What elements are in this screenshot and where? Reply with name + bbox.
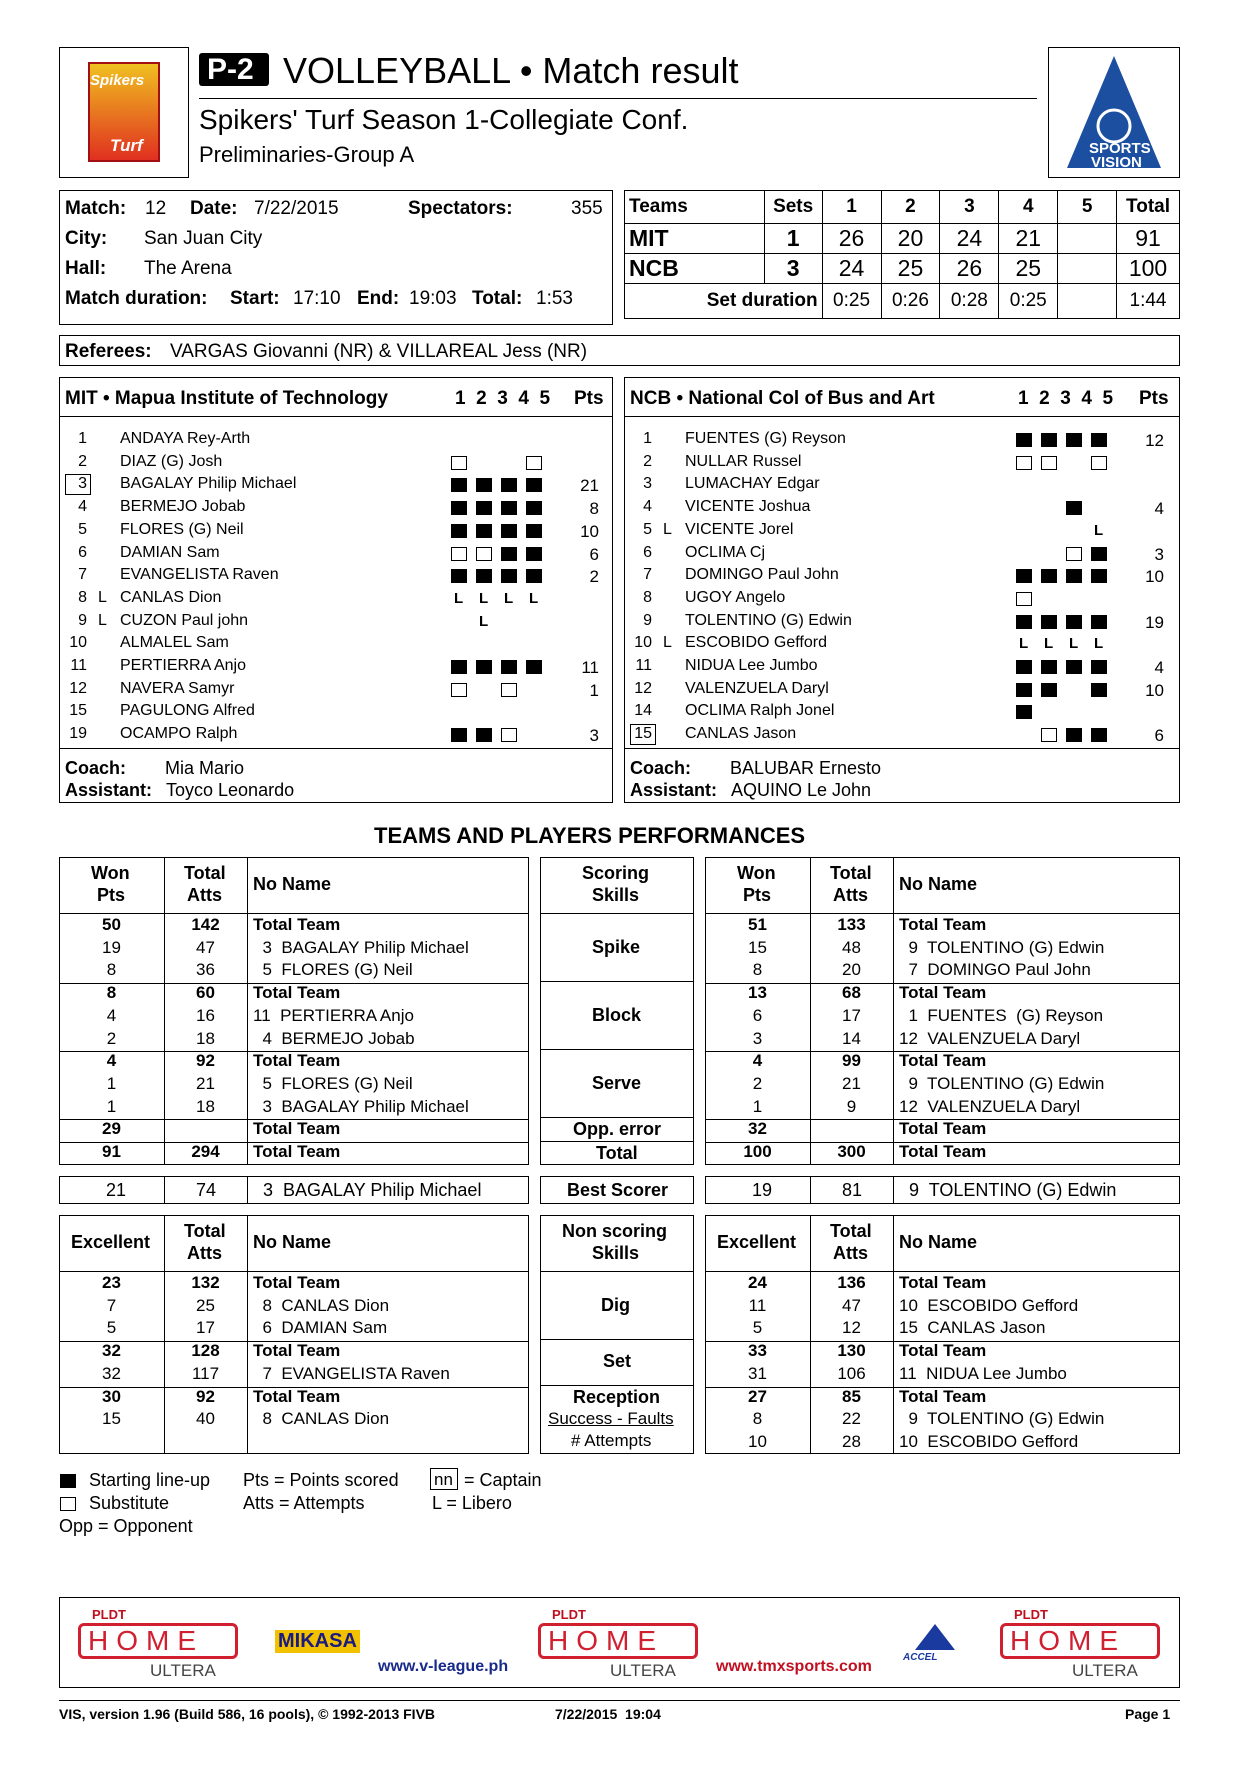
player-label: Total Team — [253, 1142, 341, 1161]
player-label: 6 DAMIAN Sam — [253, 1318, 388, 1338]
starting-lineup-marker — [501, 569, 517, 583]
score-table: Teams Sets 1 2 3 4 5 Total MIT 1 26 20 24 21 91 NCB 3 24 25 26 25 100 Set duration 0:25 0:26 0:28 0:25 1:44 — [624, 190, 1180, 319]
skill-serve: Serve — [592, 1073, 642, 1093]
libero-set-marker: L — [529, 589, 539, 607]
player-points: 4 — [1154, 499, 1164, 519]
phase-label: Preliminaries-Group A — [199, 142, 415, 167]
won-value: 91 — [102, 1142, 121, 1161]
starting-lineup-marker — [476, 478, 492, 492]
player-label: Total Team — [899, 1051, 987, 1071]
attempts-value: 92 — [196, 1386, 215, 1406]
skill-reception: Reception — [573, 1387, 661, 1407]
player-number: 15 — [69, 702, 87, 720]
starting-lineup-marker — [1041, 615, 1057, 629]
player-name: ESCOBIDO Gefford — [685, 634, 827, 652]
attempts-value: 136 — [837, 1273, 866, 1292]
player-label: 12 VALENZUELA Daryl — [899, 1096, 1081, 1116]
player-number: 7 — [78, 566, 87, 584]
player-points: 10 — [580, 521, 599, 541]
player-number: 1 — [78, 430, 87, 447]
player-name: VICENTE Joshua — [685, 498, 811, 516]
player-name: PAGULONG Alfred — [120, 702, 255, 720]
attempts-value: 68 — [842, 983, 861, 1003]
substitute-marker — [526, 456, 542, 470]
won-value: 32 — [102, 1341, 121, 1361]
start-time: 17:10 — [293, 288, 341, 309]
player-number: 7 — [643, 566, 652, 584]
starting-lineup-marker — [1066, 569, 1082, 583]
player-number: 15 — [634, 725, 652, 743]
team-b-assistant: AQUINO Le John — [731, 780, 872, 800]
player-label: 11 PERTIERRA Anjo — [253, 1005, 414, 1025]
attempts-value: 21 — [842, 1073, 861, 1093]
starting-lineup-marker — [1016, 433, 1032, 447]
player-label: Total Team — [253, 1051, 341, 1071]
team-a-assistant: Toyco Leonardo — [166, 780, 295, 800]
attempts-value: 142 — [191, 915, 220, 934]
player-points: 11 — [581, 658, 599, 677]
won-value: 15 — [748, 937, 767, 957]
right-logo: SPORTS VISION — [1048, 47, 1180, 178]
starting-lineup-marker — [476, 660, 492, 674]
player-number: 2 — [78, 452, 87, 470]
attempts-value: 132 — [191, 1273, 220, 1292]
starting-lineup-marker — [501, 547, 517, 561]
player-name: EVANGELISTA Raven — [120, 566, 279, 584]
pldt-home-logo: PLDT HOME ULTERA — [78, 1607, 238, 1679]
player-points: 12 — [1145, 431, 1164, 450]
player-label: 3 BAGALAY Philip Michael — [253, 937, 469, 957]
player-label: 9 TOLENTINO (G) Edwin — [899, 1073, 1105, 1093]
player-name: NAVERA Samyr — [120, 679, 235, 697]
won-value: 4 — [752, 1051, 763, 1071]
captain-box — [65, 474, 91, 495]
logo-text-spikers: Spikers — [90, 72, 145, 89]
won-value: 1 — [106, 1073, 117, 1093]
starting-lineup-marker — [451, 524, 467, 538]
player-name: DAMIAN Sam — [120, 543, 220, 561]
player-number: 3 — [643, 475, 652, 493]
player-label: Total Team — [899, 1142, 987, 1161]
player-points: 6 — [589, 544, 599, 564]
player-name: BERMEJO Jobab — [120, 498, 246, 516]
attempts-value: 17 — [842, 1005, 861, 1025]
score-row-mit: MIT 1 26 20 24 21 91 — [625, 224, 1180, 254]
won-value: 4 — [106, 1051, 117, 1071]
starting-lineup-marker — [1016, 660, 1032, 674]
attempts-value: 22 — [842, 1409, 861, 1429]
player-points: 8 — [589, 499, 599, 519]
player-label: 9 TOLENTINO (G) Edwin — [899, 937, 1105, 957]
skill-total: Total — [596, 1143, 638, 1163]
player-name: UGOY Angelo — [685, 588, 786, 606]
starting-lineup-marker — [501, 524, 517, 538]
player-points: 3 — [589, 726, 599, 746]
starting-lineup-marker — [451, 478, 467, 492]
player-points: 10 — [1145, 567, 1164, 587]
player-number: 12 — [69, 679, 87, 697]
player-points: 21 — [580, 476, 599, 496]
attempts-value: 60 — [196, 983, 215, 1003]
mikasa-logo: MIKASA — [275, 1630, 360, 1653]
player-number: 4 — [78, 498, 87, 516]
attempts-value: 21 — [196, 1073, 215, 1093]
player-label: 9 TOLENTINO (G) Edwin — [899, 1409, 1105, 1429]
starting-lineup-marker — [451, 569, 467, 583]
player-label: 8 CANLAS Dion — [253, 1295, 390, 1315]
player-label: Total Team — [899, 983, 987, 1003]
substitute-marker — [451, 456, 467, 470]
player-points: 4 — [1154, 658, 1164, 677]
starting-lineup-marker — [1066, 615, 1082, 629]
player-name: BAGALAY Philip Michael — [120, 475, 297, 493]
starting-lineup-marker — [1016, 569, 1032, 583]
player-label: 15 CANLAS Jason — [899, 1318, 1046, 1338]
won-value: 1 — [106, 1096, 117, 1116]
attempts-value: 294 — [191, 1142, 220, 1161]
spectators: 355 — [571, 198, 603, 219]
libero-set-marker: L — [1019, 635, 1029, 653]
won-value: 100 — [743, 1142, 772, 1161]
end-time: 19:03 — [409, 288, 457, 309]
libero-marker: L — [663, 520, 672, 538]
attempts-value: 47 — [842, 1295, 861, 1315]
starting-lineup-marker — [1066, 501, 1082, 515]
won-value: 10 — [748, 1431, 767, 1451]
attempts-value: 17 — [196, 1318, 215, 1338]
starting-lineup-marker — [1066, 728, 1082, 742]
starting-lineup-marker — [1066, 433, 1082, 447]
won-value: 24 — [748, 1273, 767, 1292]
player-number: 3 — [78, 475, 87, 493]
attempts-value: 40 — [196, 1409, 215, 1429]
won-value: 51 — [748, 915, 767, 934]
attempts-value: 128 — [191, 1341, 220, 1361]
player-number: 8 — [78, 588, 87, 606]
won-value: 6 — [752, 1005, 763, 1025]
starting-lineup-marker — [451, 501, 467, 515]
won-value: 13 — [748, 983, 767, 1003]
player-label: 10 ESCOBIDO Gefford — [899, 1431, 1079, 1451]
player-name: CUZON Paul john — [120, 611, 249, 629]
player-number: 12 — [634, 679, 652, 697]
won-value: 19 — [102, 937, 121, 957]
player-number: 10 — [69, 634, 87, 652]
player-name: OCLIMA Cj — [685, 543, 766, 561]
player-label: Total Team — [899, 1386, 987, 1406]
libero-set-marker: L — [504, 589, 514, 607]
substitute-marker — [1041, 728, 1057, 742]
player-label: 4 BERMEJO Jobab — [253, 1028, 415, 1048]
player-label: 11 NIDUA Lee Jumbo — [899, 1363, 1067, 1383]
attempts-value: 300 — [837, 1142, 866, 1161]
player-points: 3 — [1154, 544, 1164, 564]
player-name: NULLAR Russel — [685, 452, 802, 470]
hall: The Arena — [144, 258, 232, 279]
player-name: OCLIMA Ralph Jonel — [685, 702, 835, 720]
attempts-value: 18 — [196, 1028, 215, 1048]
player-label: Total Team — [253, 915, 341, 934]
starting-lineup-marker — [501, 660, 517, 674]
skill-set: Set — [603, 1351, 632, 1371]
player-points: 10 — [1145, 680, 1164, 700]
substitute-legend-icon — [60, 1497, 76, 1511]
won-value: 1 — [752, 1096, 763, 1116]
substitute-marker — [501, 683, 517, 697]
footer-datetime: 7/22/2015 19:04 — [555, 1706, 661, 1722]
player-label: Total Team — [899, 915, 987, 934]
won-value: 11 — [748, 1295, 767, 1315]
performances-title: TEAMS AND PLAYERS PERFORMANCES — [374, 823, 806, 848]
attempts-value: 18 — [196, 1096, 215, 1116]
player-label: Total Team — [253, 1273, 341, 1292]
won-value: 8 — [752, 1409, 763, 1429]
libero-marker: L — [98, 611, 107, 629]
attempts-value: 106 — [837, 1363, 866, 1383]
starting-lineup-legend-icon — [60, 1474, 76, 1488]
starting-lineup-marker — [451, 728, 467, 742]
won-value: 30 — [102, 1386, 121, 1406]
won-value: 2 — [752, 1073, 763, 1093]
libero-set-marker: L — [479, 589, 489, 607]
won-value: 29 — [102, 1119, 121, 1139]
skill-dig: Dig — [601, 1295, 630, 1315]
attempts-value: 16 — [196, 1005, 215, 1025]
attempts-value: 9 — [846, 1096, 857, 1116]
starting-lineup-marker — [1041, 683, 1057, 697]
player-label: Total Team — [253, 1341, 341, 1361]
player-label: 10 ESCOBIDO Gefford — [899, 1295, 1079, 1315]
player-number: 9 — [643, 611, 652, 629]
player-label: 5 FLORES (G) Neil — [253, 1073, 413, 1093]
team-a-coach: Mia Mario — [165, 758, 245, 778]
won-value: 3 — [752, 1028, 763, 1048]
tmx-link[interactable]: www.tmxsports.com — [716, 1658, 872, 1675]
vleague-link[interactable]: www.v-league.ph — [378, 1658, 509, 1675]
attempts-value: 47 — [196, 937, 215, 957]
starting-lineup-marker — [476, 524, 492, 538]
attempts-value: 28 — [842, 1431, 861, 1451]
footer-version: VIS, version 1.96 (Build 586, 16 pools), © 1992-2013 FIVB — [59, 1706, 436, 1722]
libero-set-marker: L — [1069, 635, 1079, 653]
logo-text-turf: Turf — [110, 136, 143, 155]
footer-page: Page 1 — [1125, 1706, 1171, 1722]
player-number: 6 — [643, 543, 652, 561]
city: San Juan City — [144, 228, 263, 249]
team-a-title: MIT • Mapua Institute of Technology — [65, 388, 388, 409]
player-name: FLORES (G) Neil — [120, 520, 244, 538]
skill-block: Block — [592, 1005, 642, 1025]
player-name: LUMACHAY Edgar — [685, 475, 820, 493]
substitute-marker — [451, 683, 467, 697]
attempts-value: 25 — [196, 1295, 215, 1315]
player-number: 10 — [634, 634, 652, 652]
attempts-value: 92 — [196, 1051, 215, 1071]
player-label: Total Team — [253, 1386, 341, 1406]
player-name: VICENTE Jorel — [685, 520, 794, 538]
won-value: 32 — [748, 1119, 767, 1139]
starting-lineup-marker — [1041, 433, 1057, 447]
libero-marker: L — [663, 634, 672, 652]
won-value: 23 — [102, 1273, 121, 1292]
player-number: 5 — [643, 520, 652, 538]
player-number: 1 — [643, 430, 652, 447]
starting-lineup-marker — [476, 501, 492, 515]
competition-title: Spikers' Turf Season 1-Collegiate Conf. — [199, 104, 689, 135]
skill-spike: Spike — [592, 937, 641, 957]
player-name: TOLENTINO (G) Edwin — [685, 611, 852, 629]
document-badge: P-2 — [199, 53, 269, 86]
attempts-value: 85 — [842, 1386, 861, 1406]
libero-set-marker: L — [479, 612, 489, 630]
captain-box — [630, 724, 656, 745]
attempts-value: 36 — [196, 960, 215, 980]
player-name: VALENZUELA Daryl — [685, 679, 829, 697]
starting-lineup-marker — [451, 660, 467, 674]
attempts-value: 48 — [842, 937, 861, 957]
libero-set-marker: L — [1094, 521, 1104, 539]
attempts-value: 133 — [837, 915, 866, 934]
libero-marker: L — [98, 588, 107, 606]
player-number: 19 — [69, 725, 87, 743]
substitute-marker — [1041, 456, 1057, 470]
won-value: 8 — [752, 960, 763, 980]
player-number: 5 — [78, 520, 87, 538]
player-label: 12 VALENZUELA Daryl — [899, 1028, 1081, 1048]
set-duration-row: Set duration 0:25 0:26 0:28 0:25 1:44 — [625, 284, 1180, 319]
starting-lineup-marker — [1016, 683, 1032, 697]
player-label: Total Team — [253, 983, 341, 1003]
player-name: CANLAS Jason — [685, 725, 797, 743]
attempts-value: 20 — [842, 960, 861, 980]
won-value: 4 — [106, 1005, 117, 1025]
player-points: 1 — [589, 680, 599, 700]
player-number: 2 — [643, 452, 652, 470]
starting-lineup-marker — [1041, 660, 1057, 674]
won-value: 8 — [106, 983, 117, 1003]
player-name: FUENTES (G) Reyson — [685, 430, 846, 447]
player-name: OCAMPO Ralph — [120, 725, 238, 743]
starting-lineup-marker — [1041, 569, 1057, 583]
won-value: 32 — [102, 1363, 121, 1383]
won-value: 15 — [102, 1409, 121, 1429]
player-label: Total Team — [253, 1119, 341, 1139]
player-points: 2 — [589, 567, 599, 587]
page-title: VOLLEYBALL • Match result — [283, 50, 739, 91]
player-number: 4 — [643, 498, 652, 516]
substitute-marker — [476, 547, 492, 561]
player-number: 8 — [643, 588, 652, 606]
starting-lineup-marker — [476, 569, 492, 583]
starting-lineup-marker — [1066, 660, 1082, 674]
won-value: 5 — [752, 1318, 763, 1338]
player-label: 3 BAGALAY Philip Michael — [253, 1096, 469, 1116]
player-number: 6 — [78, 543, 87, 561]
won-value: 8 — [106, 960, 117, 980]
starting-lineup-marker — [1016, 705, 1032, 719]
pldt-home-logo: PLDT HOME ULTERA — [1000, 1607, 1160, 1679]
player-name: DIAZ (G) Josh — [120, 452, 223, 470]
substitute-marker — [1016, 456, 1032, 470]
team-b-title: NCB • National Col of Bus and Art — [630, 388, 935, 409]
player-name: DOMINGO Paul John — [685, 566, 839, 584]
player-name: NIDUA Lee Jumbo — [685, 657, 818, 674]
attempts-value: 14 — [842, 1028, 861, 1048]
player-label: Total Team — [899, 1119, 987, 1139]
player-name: CANLAS Dion — [120, 588, 222, 606]
player-number: 11 — [70, 657, 87, 674]
player-label: 5 FLORES (G) Neil — [253, 960, 413, 980]
won-value: 5 — [106, 1318, 117, 1338]
skill-opp-error: Opp. error — [573, 1119, 662, 1139]
libero-set-marker: L — [1094, 635, 1104, 653]
match-number: 12 — [145, 198, 167, 219]
left-logo — [59, 47, 189, 178]
starting-lineup-marker — [501, 478, 517, 492]
player-label: Total Team — [899, 1341, 987, 1361]
attempts-value: 99 — [842, 1051, 861, 1071]
total-duration: 1:53 — [536, 288, 573, 309]
player-name: ALMALEL Sam — [120, 634, 229, 652]
attempts-value: 117 — [191, 1363, 220, 1383]
score-row-ncb: NCB 3 24 25 26 25 100 — [625, 254, 1180, 284]
won-value: 7 — [106, 1295, 117, 1315]
starting-lineup-marker — [501, 501, 517, 515]
substitute-marker — [1016, 592, 1032, 606]
substitute-marker — [451, 547, 467, 561]
pldt-home-logo: PLDT HOME ULTERA — [538, 1607, 698, 1679]
substitute-marker — [501, 728, 517, 742]
attempts-value: 130 — [837, 1341, 866, 1361]
starting-lineup-marker — [1016, 615, 1032, 629]
player-label: 7 EVANGELISTA Raven — [253, 1363, 450, 1383]
substitute-marker — [1091, 456, 1107, 470]
player-number: 11 — [635, 657, 652, 674]
match-date: 7/22/2015 — [254, 198, 339, 219]
won-value: 50 — [102, 915, 121, 934]
libero-set-marker: L — [1044, 635, 1054, 653]
player-label: Total Team — [899, 1273, 987, 1292]
won-value: 2 — [106, 1028, 117, 1048]
won-value: 31 — [748, 1363, 767, 1383]
player-number: 9 — [78, 611, 87, 629]
substitute-marker — [1066, 547, 1082, 561]
referees: VARGAS Giovanni (NR) & VILLAREAL Jess (NR) — [170, 341, 588, 362]
won-value: 33 — [748, 1341, 767, 1361]
starting-lineup-marker — [476, 728, 492, 742]
attempts-value: 12 — [842, 1318, 861, 1338]
won-value: 27 — [748, 1386, 767, 1406]
player-name: PERTIERRA Anjo — [120, 657, 246, 674]
player-label: 7 DOMINGO Paul John — [899, 960, 1091, 980]
player-name: ANDAYA Rey-Arth — [120, 430, 251, 447]
team-b-coach: BALUBAR Ernesto — [730, 758, 882, 778]
player-points: 6 — [1154, 726, 1164, 746]
player-number: 14 — [634, 702, 652, 720]
player-label: 1 FUENTES (G) Reyson — [899, 1005, 1104, 1025]
player-points: 19 — [1145, 612, 1164, 632]
player-label: 8 CANLAS Dion — [253, 1409, 390, 1429]
libero-set-marker: L — [454, 589, 464, 607]
